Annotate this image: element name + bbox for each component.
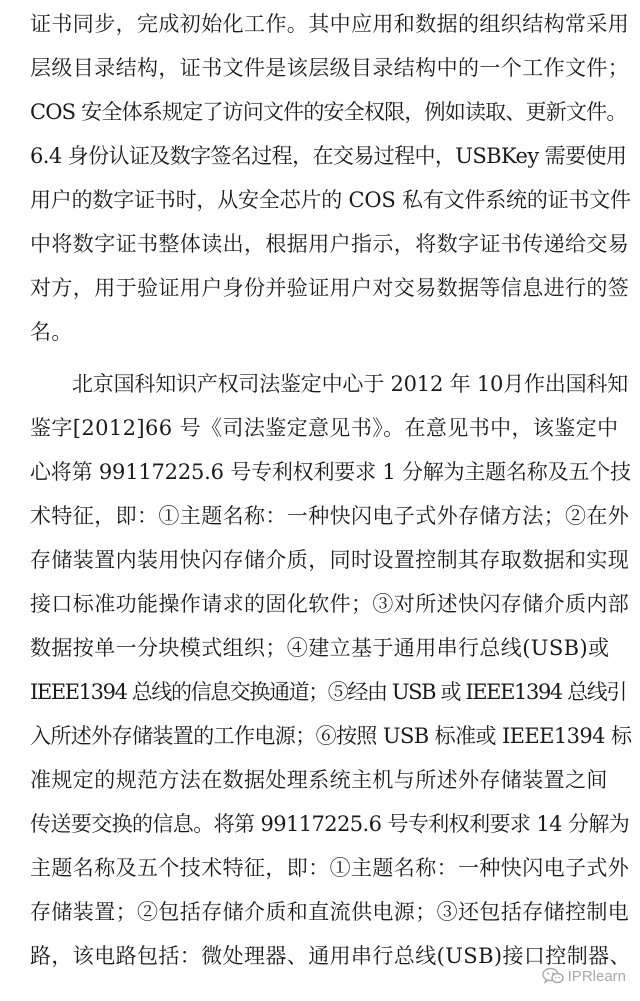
text-line-21: 存储装置；②包括存储介质和直流供电源；③还包括存储控制电 (30, 900, 630, 924)
paragraph-start-line: 北京国科知识产权司法鉴定中心于 2012 年 10月作出国科知 (72, 372, 628, 396)
text-line-2: 层级目录结构，证书文件是该层级目录结构中的一个工作文件； (30, 56, 630, 80)
text-line-15: 数据按单一分块模式组织；④建立基于通用串行总线(USB)或 (30, 636, 610, 660)
text-line-22: 路，该电路包括：微处理器、通用串行总线(USB)接口控制器、 (30, 944, 631, 968)
text-line-16: IEEE1394 总线的信息交换通道；⑤经由 USB 或 IEEE1394 总线引 (30, 680, 626, 704)
watermark (542, 967, 626, 985)
text-line-11: 心将第 99117225.6 号专利权利要求 1 分解为主题名称及五个技 (30, 460, 631, 484)
text-line-7: 对方，用于验证用户身份并验证用户对交易数据等信息进行的签 (30, 276, 630, 300)
text-line-4: 6.4 身份认证及数字签名过程，在交易过程中，USBKey 需要使用 (30, 144, 627, 168)
text-line-12: 术特征，即：①主题名称：一种快闪电子式外存储方法；②在外 (30, 504, 630, 528)
text-line-18: 准规定的规范方法在数据处理系统主机与所述外存储装置之间 (30, 768, 608, 792)
wechat-icon (542, 967, 564, 985)
text-line-17: 入所述外存储装置的工作电源；⑥按照 USB 标准或 IEEE1394 标 (30, 724, 632, 748)
text-line-5: 用户的数字证书时，从安全芯片的 COS 私有文件系统的证书文件 (30, 188, 631, 212)
watermark-label: IPRlearn (567, 967, 626, 985)
text-line-13: 存储装置内装用快闪存储介质，同时设置控制其存取数据和实现 (30, 548, 630, 572)
text-line-10: 鉴字[2012]66 号《司法鉴定意见书》。在意见书中，该鉴定中 (30, 416, 619, 440)
text-line-3: COS 安全体系规定了访问文件的安全权限，例如读取、更新文件。 (30, 100, 627, 124)
text-line-20: 主题名称及五个技术特征，即：①主题名称：一种快闪电子式外 (30, 856, 630, 880)
text-line-14: 接口标准功能操作请求的固化软件；③对所述快闪存储介质内部 (30, 592, 630, 616)
text-line-19: 传送要交换的信息。将第 99117225.6 号专利权利要求 14 分解为 (30, 812, 630, 836)
text-line-8: 名。 (30, 320, 73, 344)
text-line-1: 证书同步，完成初始化工作。其中应用和数据的组织结构常采用 (30, 12, 630, 36)
text-line-6: 中将数字证书整体读出，根据用户指示，将数字证书传递给交易 (30, 232, 630, 256)
